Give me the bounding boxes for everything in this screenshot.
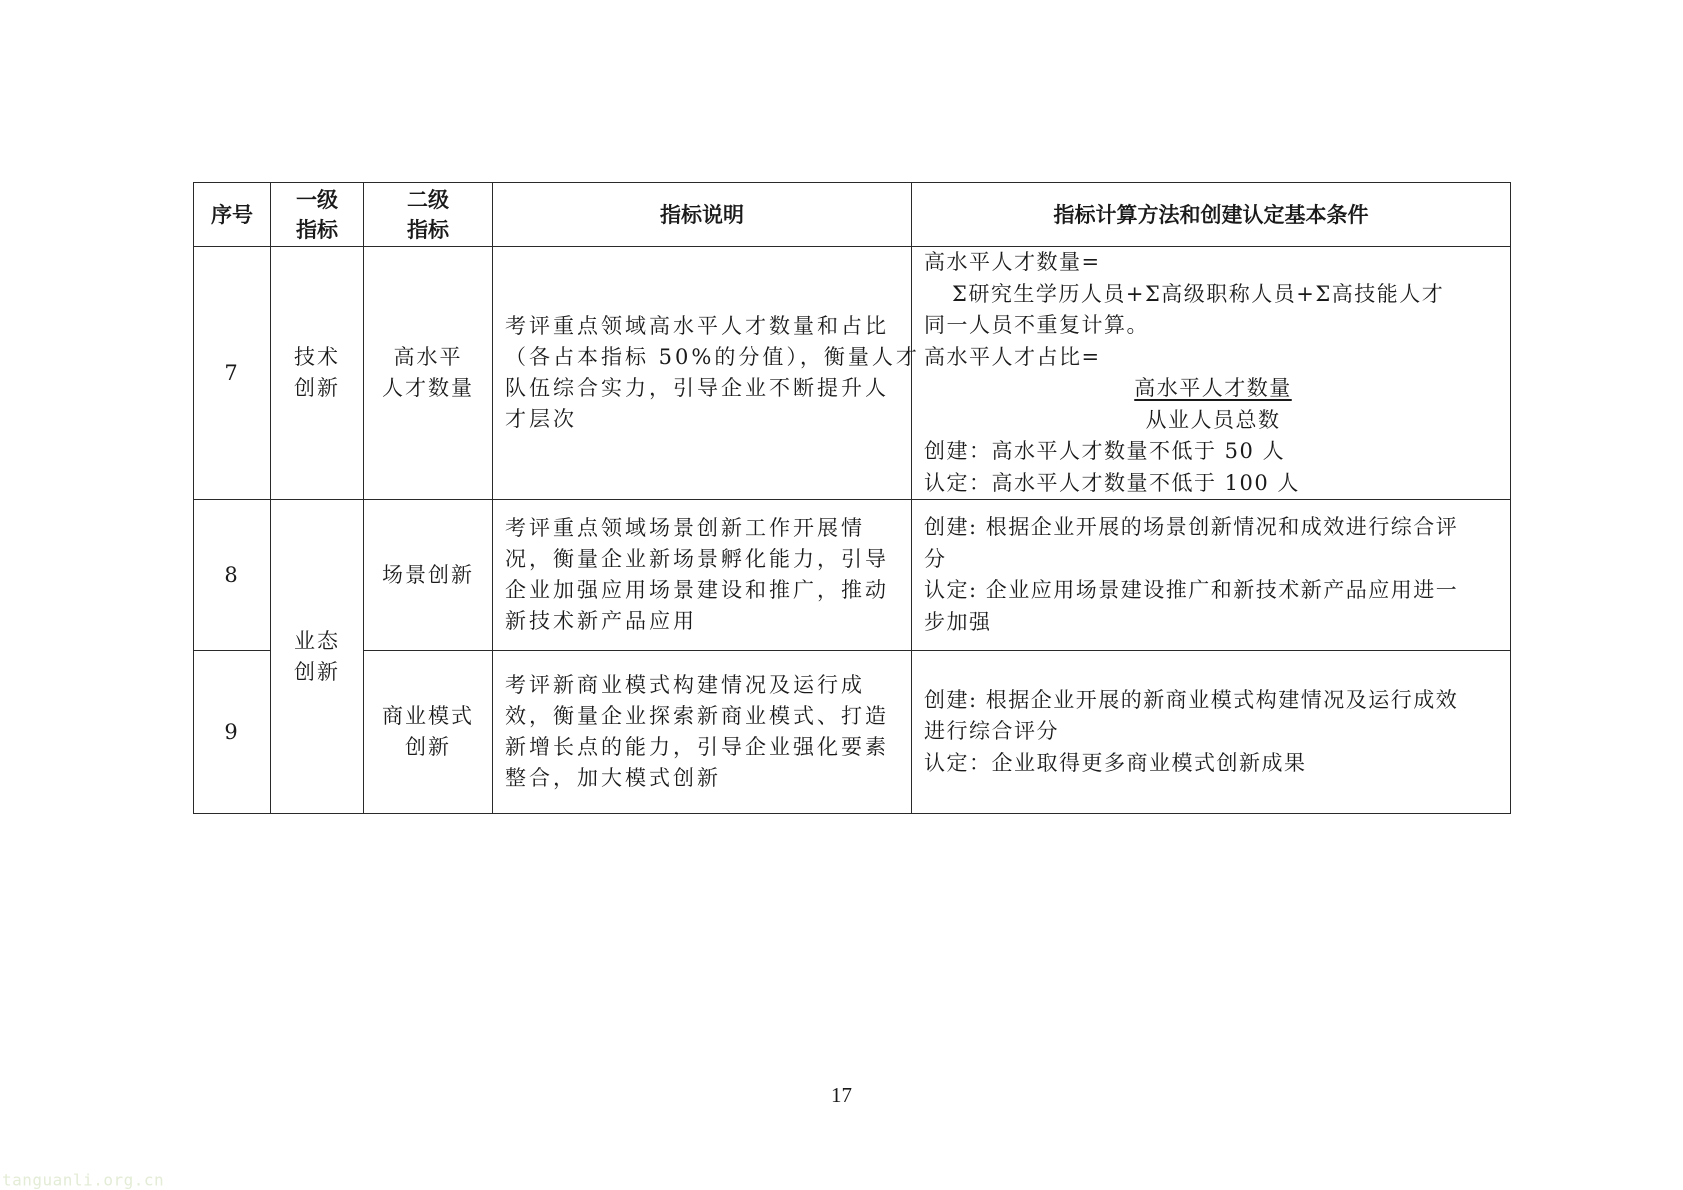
row-description: 考评新商业模式构建情况及运行成 效，衡量企业探索新商业模式、打造 新增长点的能力，引导企业强化要素 整合，加大模式创新 [493, 651, 912, 814]
header-level1: 一级 指标 [271, 183, 364, 247]
row-description: 考评重点领域高水平人才数量和占比 （各占本指标 50%的分值），衡量人才 队伍综合实力，引导企业不断提升人 才层次 [493, 247, 912, 500]
indicator-table [193, 182, 1511, 814]
row-level1: 业态 创新 [271, 500, 364, 814]
row-method: 创建: 根据企业开展的场景创新情况和成效进行综合评 分 认定: 企业应用场景建设推广和新技术新产品应用进一 步加强 [912, 500, 1511, 651]
certify-condition: 认定：高水平人才数量不低于 100 人 [924, 470, 1300, 495]
ratio-fraction [924, 373, 1502, 405]
formula-label: 高水平人才数量= [924, 250, 1101, 274]
row-seq: 9 [194, 651, 271, 814]
table-row [194, 247, 1511, 500]
table-row [194, 651, 1511, 814]
header-description: 指标说明 [493, 183, 912, 247]
page-number: 17 [831, 1083, 852, 1107]
table-row [194, 500, 1511, 651]
row-level2: 场景创新 [364, 500, 493, 651]
formula-note: 同一人员不重复计算。 [924, 313, 1149, 337]
row-description: 考评重点领域场景创新工作开展情 况，衡量企业新场景孵化能力，引导 企业加强应用场景建设和推广，推动 新技术新产品应用 [493, 500, 912, 651]
ratio-label: 高水平人才占比= [924, 344, 1101, 369]
fraction-denominator: 从业人员总数 [1145, 407, 1281, 432]
row-level2: 高水平 人才数量 [364, 247, 493, 500]
header-method: 指标计算方法和创建认定基本条件 [912, 183, 1511, 247]
fraction-numerator: 高水平人才数量 [1134, 376, 1292, 400]
watermark-text: tanguanli.org.cn [2, 1170, 165, 1190]
create-condition: 创建：高水平人才数量不低于 50 人 [924, 439, 1286, 463]
formula-expression: Σ研究生学历人员+Σ高级职称人员+Σ高技能人才 [952, 281, 1445, 306]
header-level2: 二级 指标 [364, 183, 493, 247]
row-seq: 7 [194, 247, 271, 500]
row-level1: 技术 创新 [271, 247, 364, 500]
row-method: 创建: 根据企业开展的新商业模式构建情况及运行成效 进行综合评分 认定：企业取得更多商业模式创新成果 [912, 651, 1511, 814]
header-seq: 序号 [194, 183, 271, 247]
row-level2: 商业模式 创新 [364, 651, 493, 814]
row-method [912, 247, 1511, 500]
row-seq: 8 [194, 500, 271, 651]
table-header-row [194, 183, 1511, 247]
